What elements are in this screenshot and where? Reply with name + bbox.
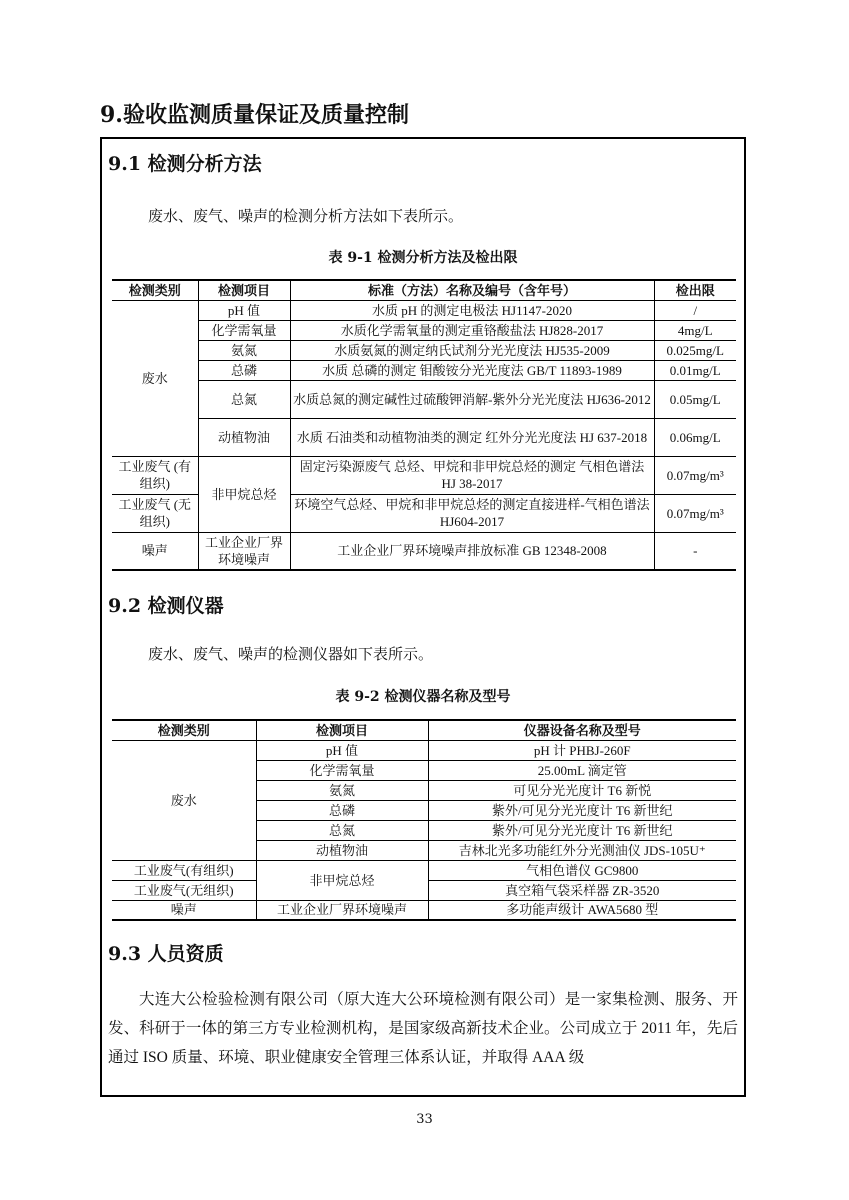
page-number: 33 — [416, 1112, 433, 1127]
item-cell: 动植物油 — [198, 418, 290, 456]
category-cell: 废水 — [112, 300, 198, 456]
method-cell: 固定污染源废气 总烃、甲烷和非甲烷总烃的测定 气相色谱法 HJ 38-2017 — [290, 456, 654, 494]
column-header: 检出限 — [654, 280, 736, 300]
method-cell: 水质氨氮的测定纳氏试剂分光光度法 HJ535-2009 — [290, 340, 654, 360]
table-row — [112, 380, 736, 418]
instrument-table — [112, 719, 736, 921]
category-cell: 噪声 — [112, 900, 256, 920]
table-row — [112, 532, 736, 570]
table-header-row — [112, 280, 736, 300]
content-frame — [100, 137, 746, 1097]
table-row — [112, 300, 736, 320]
column-header: 检测类别 — [112, 280, 198, 300]
instrument-cell: 紫外/可见分光光度计 T6 新世纪 — [428, 820, 736, 840]
item-cell: 化学需氧量 — [198, 320, 290, 340]
item-cell: 总氮 — [198, 380, 290, 418]
item-cell: 氨氮 — [256, 780, 428, 800]
section-9-2-intro: 废水、废气、噪声的检测仪器如下表所示。 — [148, 645, 434, 663]
column-header: 检测项目 — [256, 720, 428, 740]
limit-cell: 0.07mg/m³ — [654, 456, 736, 494]
analysis-method-table — [112, 279, 736, 571]
limit-cell: 0.01mg/L — [654, 360, 736, 380]
category-cell: 废水 — [112, 740, 256, 860]
limit-cell: / — [654, 300, 736, 320]
category-cell: 工业废气 (无组织) — [112, 494, 198, 532]
section-9-3-title: 9.3 人员资质 — [108, 943, 224, 965]
method-cell: 水质总氮的测定碱性过硫酸钾消解-紫外分光光度法 HJ636-2012 — [290, 380, 654, 418]
category-cell: 噪声 — [112, 532, 198, 570]
column-header: 检测项目 — [198, 280, 290, 300]
item-cell: 总磷 — [198, 360, 290, 380]
limit-cell: 0.05mg/L — [654, 380, 736, 418]
instrument-cell: 气相色谱仪 GC9800 — [428, 860, 736, 880]
instrument-cell: 吉林北光多功能红外分光测油仪 JDS-105U⁺ — [428, 840, 736, 860]
item-cell: 非甲烷总烃 — [256, 860, 428, 900]
table-header-row — [112, 720, 736, 740]
method-cell: 水质 pH 的测定电极法 HJ1147-2020 — [290, 300, 654, 320]
limit-cell: 4mg/L — [654, 320, 736, 340]
method-cell: 水质 总磷的测定 钼酸铵分光光度法 GB/T 11893-1989 — [290, 360, 654, 380]
item-cell: 氨氮 — [198, 340, 290, 360]
table-9-1-title: 表 9-1 检测分析方法及检出限 — [328, 250, 518, 266]
table-row — [112, 740, 736, 760]
column-header: 仪器设备名称及型号 — [428, 720, 736, 740]
item-cell: 工业企业厂界环境噪声 — [198, 532, 290, 570]
instrument-cell: 紫外/可见分光光度计 T6 新世纪 — [428, 800, 736, 820]
item-cell: 总磷 — [256, 800, 428, 820]
limit-cell: 0.07mg/m³ — [654, 494, 736, 532]
item-cell: pH 值 — [198, 300, 290, 320]
category-cell: 工业废气(有组织) — [112, 860, 256, 880]
limit-cell: 0.06mg/L — [654, 418, 736, 456]
instrument-cell: 多功能声级计 AWA5680 型 — [428, 900, 736, 920]
section-9-3-paragraph: 大连大公检验检测有限公司（原大连大公环境检测有限公司）是一家集检测、服务、开发、科研于一体的第三方专业检测机构，是国家级高新技术企业。公司成立于 2011 年，先后通过 ISO 质量、环境、职业健康安全管理三体系认证，并取得 AAA 级 — [108, 991, 738, 1066]
instrument-cell: 真空箱气袋采样器 ZR-3520 — [428, 880, 736, 900]
column-header: 标准（方法）名称及编号（含年号） — [290, 280, 654, 300]
instrument-cell: 可见分光光度计 T6 新悦 — [428, 780, 736, 800]
table-row — [112, 456, 736, 494]
method-cell: 环境空气总烃、甲烷和非甲烷总烃的测定直接进样-气相色谱法 HJ604-2017 — [290, 494, 654, 532]
item-cell: 化学需氧量 — [256, 760, 428, 780]
limit-cell: - — [654, 532, 736, 570]
category-cell: 工业废气(无组织) — [112, 880, 256, 900]
column-header: 检测类别 — [112, 720, 256, 740]
instrument-cell: pH 计 PHBJ-260F — [428, 740, 736, 760]
table-row — [112, 320, 736, 340]
instrument-cell: 25.00mL 滴定管 — [428, 760, 736, 780]
section-9-2-title: 9.2 检测仪器 — [108, 595, 224, 617]
item-cell: 动植物油 — [256, 840, 428, 860]
section-9-1-title: 9.1 检测分析方法 — [108, 153, 262, 175]
item-cell: 总氮 — [256, 820, 428, 840]
item-cell: pH 值 — [256, 740, 428, 760]
table-row — [112, 418, 736, 456]
table-9-2-title: 表 9-2 检测仪器名称及型号 — [335, 689, 511, 705]
table-row — [112, 340, 736, 360]
table-row — [112, 860, 736, 880]
section-9-1-intro: 废水、废气、噪声的检测分析方法如下表所示。 — [148, 207, 464, 225]
method-cell: 水质 石油类和动植物油类的测定 红外分光光度法 HJ 637-2018 — [290, 418, 654, 456]
item-cell: 非甲烷总烃 — [198, 456, 290, 532]
category-cell: 工业废气 (有组织) — [112, 456, 198, 494]
table-row — [112, 360, 736, 380]
method-cell: 水质化学需氧量的测定重铬酸盐法 HJ828-2017 — [290, 320, 654, 340]
table-row — [112, 900, 736, 920]
page-heading: 9.验收监测质量保证及质量控制 — [100, 102, 409, 128]
method-cell: 工业企业厂界环境噪声排放标准 GB 12348-2008 — [290, 532, 654, 570]
item-cell: 工业企业厂界环境噪声 — [256, 900, 428, 920]
limit-cell: 0.025mg/L — [654, 340, 736, 360]
